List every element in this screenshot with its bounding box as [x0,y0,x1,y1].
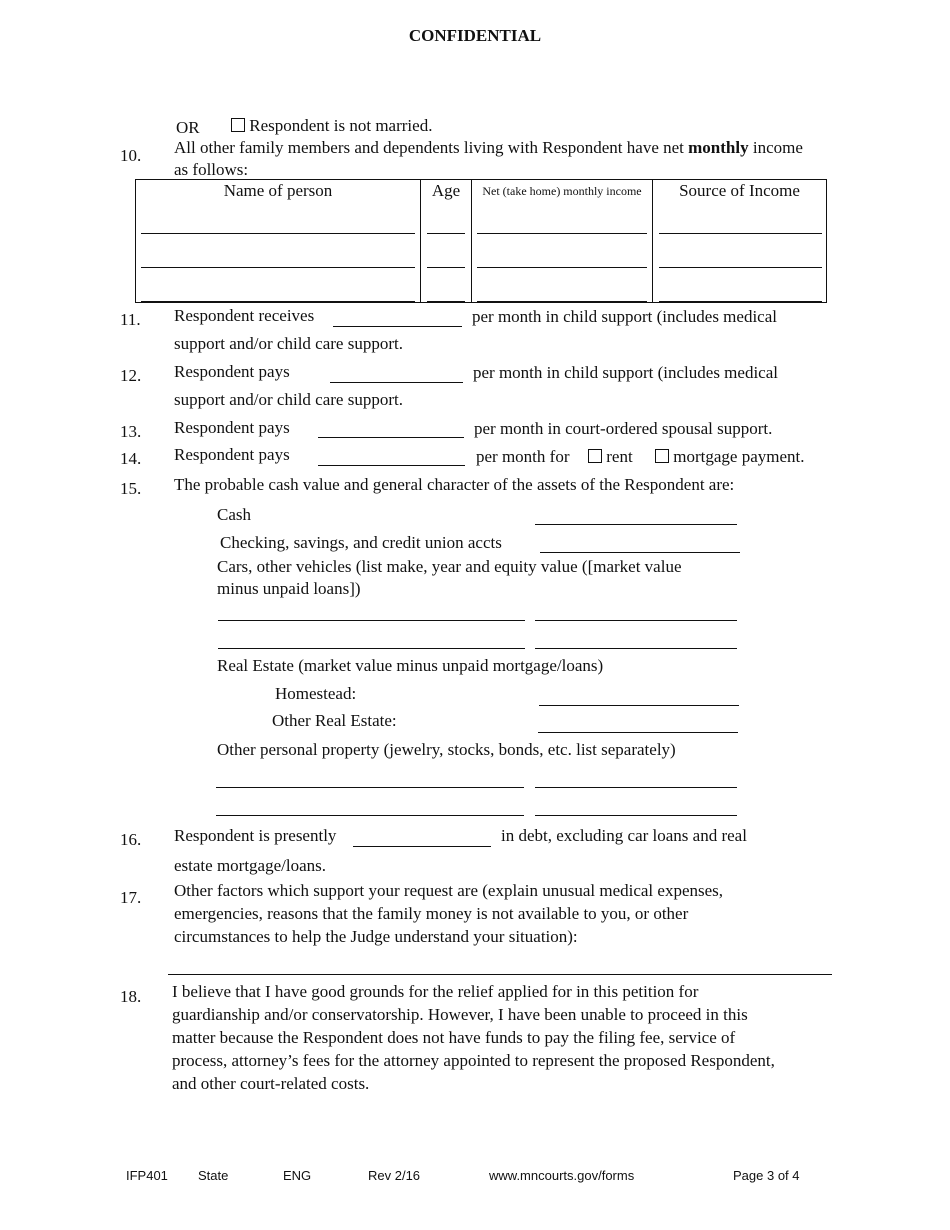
col-header-income: Net (take home) monthly income [482,184,642,198]
rent-checkbox[interactable] [588,449,602,463]
item-18-line: and other court-related costs. [172,1074,370,1093]
income-field-3[interactable] [477,301,647,302]
mortgage-label: mortgage payment. [673,447,805,466]
source-field-1[interactable] [659,233,822,234]
name-field-3[interactable] [141,301,415,302]
personal-property-label: Other personal property (jewelry, stocks, bonds, etc. list separately) [217,740,676,759]
property-description-field-1[interactable] [216,787,524,788]
vehicle-description-field-1[interactable] [218,620,525,621]
checking-field[interactable] [540,552,740,553]
property-description-field-2[interactable] [216,815,524,816]
item-10-number: 10. [120,146,142,165]
property-value-field-2[interactable] [535,815,737,816]
col-source [653,180,827,303]
or-label: OR [176,118,200,137]
name-field-1[interactable] [141,233,415,234]
child-support-received-field[interactable] [333,326,462,327]
checking-label: Checking, savings, and credit union accts [220,533,502,552]
real-estate-label: Real Estate (market value minus unpaid mortgage/loans) [217,656,604,675]
item-11-label: Respondent receives [174,306,315,325]
item-18-line: guardianship and/or conservatorship. However, I have been unable to proceed in this [172,1005,748,1024]
item-11-cont: support and/or child care support. [174,334,403,353]
age-field-1[interactable] [427,233,465,234]
mortgage-option[interactable] [655,447,805,467]
item-16-label: Respondent is presently [174,826,337,845]
item-10-text: All other family members and dependents living with Respondent have net monthly income [174,138,803,157]
item-12-cont: support and/or child care support. [174,390,403,409]
other-factors-field[interactable] [168,974,832,975]
col-name [136,180,421,303]
homestead-label: Homestead: [275,684,357,703]
item-18-number: 18. [120,987,142,1006]
footer-form-code: IFP401 [126,1168,168,1183]
footer-page-number: Page 3 of 4 [733,1168,800,1183]
item-18-line: I believe that I have good grounds for the relief applied for in this petition for [172,982,699,1001]
item-14-after: per month for [476,447,570,466]
source-field-3[interactable] [659,301,822,302]
item-17-line: circumstances to help the Judge understand your situation): [174,927,578,946]
footer-url[interactable]: www.mncourts.gov/forms [489,1168,635,1183]
item-18-line: matter because the Respondent does not have funds to pay the filing fee, service of [172,1028,736,1047]
col-header-age: Age [431,181,461,200]
col-income [472,180,653,303]
col-header-name: Name of person [223,181,333,200]
housing-payment-field[interactable] [318,465,465,466]
footer-language: ENG [283,1168,312,1183]
item-16-after: in debt, excluding car loans and real [501,826,747,845]
cash-label: Cash [217,505,251,524]
cash-field[interactable] [535,524,737,525]
income-field-1[interactable] [477,233,647,234]
item-15-number: 15. [120,479,142,498]
age-field-3[interactable] [427,301,465,302]
item-10-text-cont: as follows: [174,160,249,179]
not-married-label: Respondent is not married. [249,116,433,135]
page-title: CONFIDENTIAL [408,26,542,45]
item-16-number: 16. [120,830,142,849]
spousal-support-field[interactable] [318,437,464,438]
debt-amount-field[interactable] [353,846,491,847]
footer-revision: Rev 2/16 [368,1168,421,1183]
mortgage-checkbox[interactable] [655,449,669,463]
vehicle-value-field-1[interactable] [535,620,737,621]
other-real-estate-label: Other Real Estate: [272,711,397,730]
age-field-2[interactable] [427,267,465,268]
item-16-cont: estate mortgage/loans. [174,856,327,875]
item-11-number: 11. [120,310,141,329]
source-field-2[interactable] [659,267,822,268]
other-real-estate-field[interactable] [538,732,738,733]
vehicle-value-field-2[interactable] [535,648,737,649]
vehicle-description-field-2[interactable] [218,648,525,649]
item-12-number: 12. [120,366,142,385]
col-header-source: Source of Income [679,181,800,200]
item-14-label: Respondent pays [174,445,290,464]
item-17-line: Other factors which support your request are (explain unusual medical expenses, [174,881,724,900]
cars-label-cont: minus unpaid loans]) [217,579,361,598]
item-11-after: per month in child support (includes medical [472,307,777,326]
homestead-field[interactable] [539,705,739,706]
item-12-after: per month in child support (includes medical [473,363,778,382]
monthly-emphasis: monthly [688,138,749,157]
col-age [421,180,472,303]
item-17-number: 17. [120,888,142,907]
item-17-text [174,879,874,948]
name-field-2[interactable] [141,267,415,268]
item-12-label: Respondent pays [174,362,290,381]
cars-label: Cars, other vehicles (list make, year and equity value ([market value [217,557,682,576]
property-value-field-1[interactable] [535,787,737,788]
item-14-number: 14. [120,449,142,468]
household-income-table [135,179,827,303]
not-married-option[interactable] [231,116,432,136]
child-support-paid-field[interactable] [330,382,463,383]
item-18-line: process, attorney’s fees for the attorney appointed to represent the proposed Respondent, [172,1051,775,1070]
item-13-label: Respondent pays [174,418,290,437]
rent-label: rent [606,447,633,466]
item-18-text [172,980,892,1095]
income-field-2[interactable] [477,267,647,268]
not-married-checkbox[interactable] [231,118,245,132]
item-15-text: The probable cash value and general character of the assets of the Respondent are: [174,475,735,494]
rent-option[interactable] [588,447,633,467]
footer-jurisdiction: State [198,1168,229,1183]
item-13-number: 13. [120,422,142,441]
item-13-after: per month in court-ordered spousal support. [474,419,773,438]
item-17-line: emergencies, reasons that the family money is not available to you, or other [174,904,689,923]
